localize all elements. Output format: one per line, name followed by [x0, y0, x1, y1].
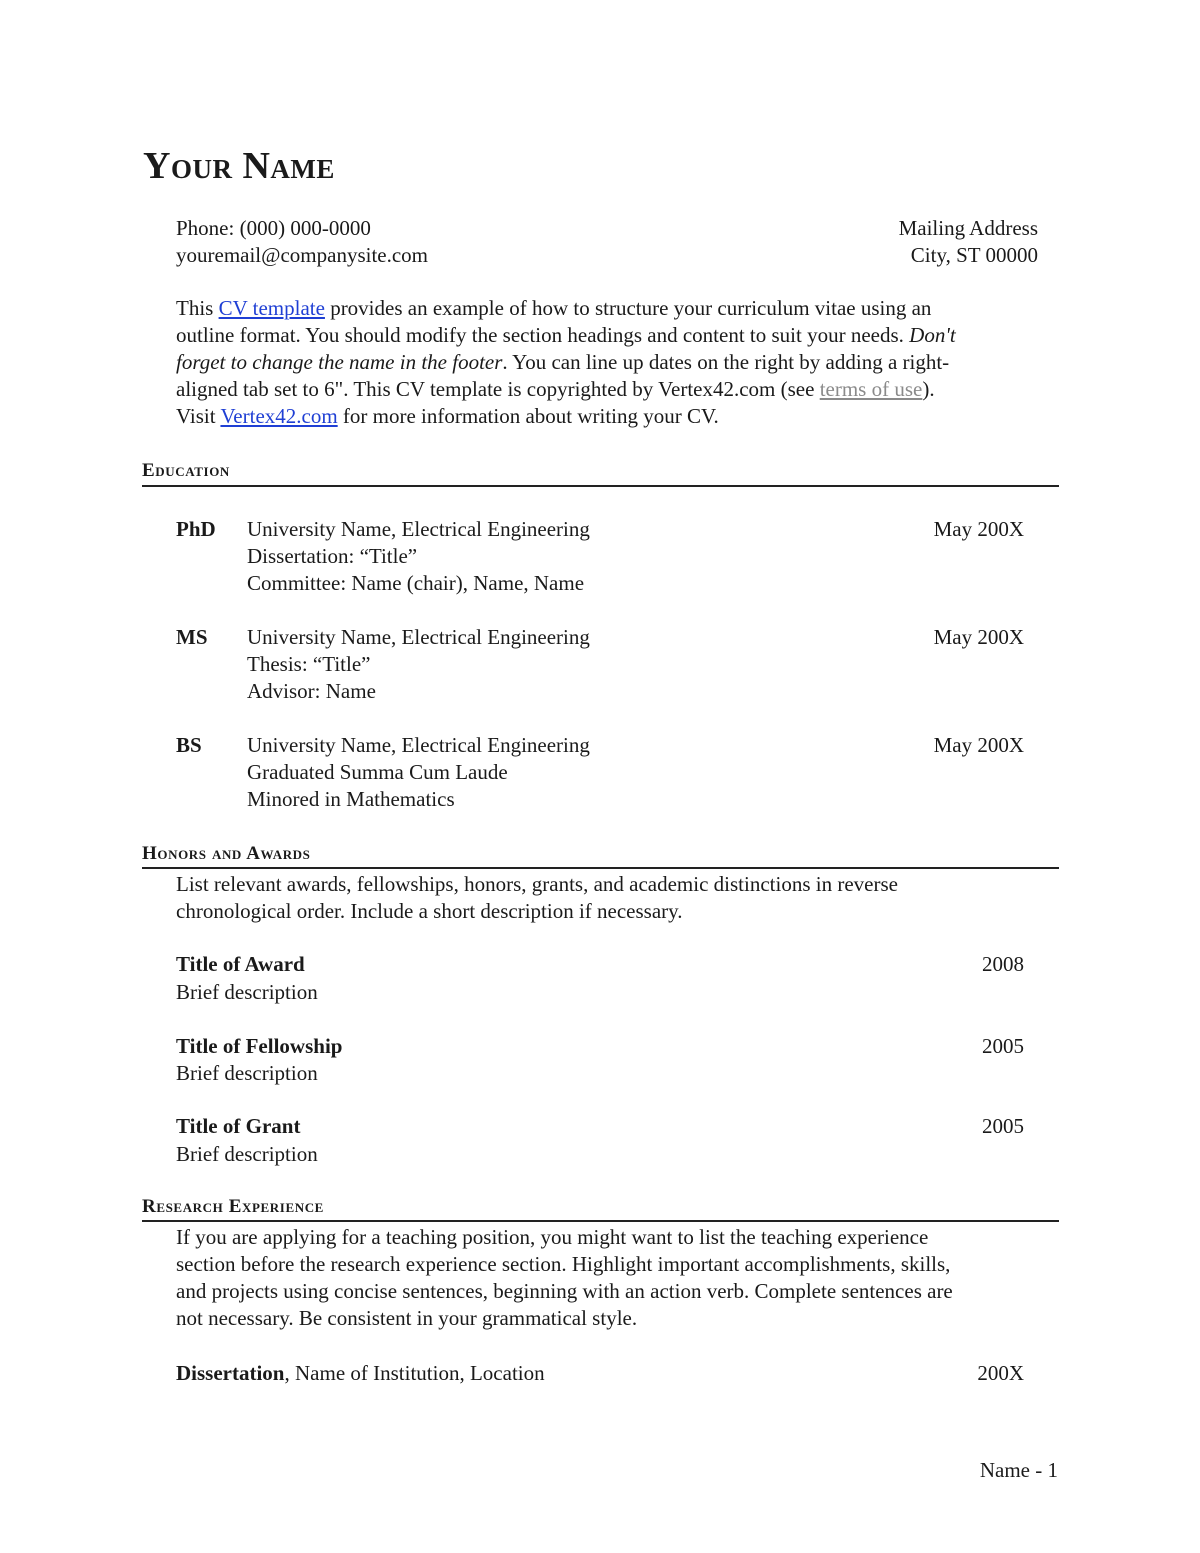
honors-intro-line: List relevant awards, fellowships, honors, grants, and academic distinctions in reverse: [176, 872, 898, 896]
education-line: University Name, Electrical Engineering: [247, 733, 590, 757]
education-line: Graduated Summa Cum Laude: [247, 760, 508, 784]
research-entry-details: , Name of Institution, Location: [284, 1361, 545, 1385]
intro-text: . You can line up dates on the right by adding a right-: [502, 350, 950, 374]
education-line: Advisor: Name: [247, 679, 376, 703]
research-heading: Research Experience: [142, 1196, 324, 1217]
education-line: Thesis: “Title”: [247, 652, 371, 676]
research-intro-line: If you are applying for a teaching position, you might want to list the teaching experience: [176, 1225, 929, 1249]
research-entry-year: 200X: [977, 1361, 1024, 1385]
honors-heading: Honors and Awards: [142, 843, 311, 864]
intro-text: for more information about writing your CV.: [337, 404, 719, 428]
research-intro: [176, 1224, 1056, 1332]
research-entry-title: Dissertation: [176, 1361, 285, 1385]
research-intro-line: section before the research experience section. Highlight important accomplishments, skills,: [176, 1252, 951, 1276]
education-heading: Education: [142, 460, 230, 481]
phone-number: Phone: (000) 000-0000: [176, 216, 371, 240]
intro-italic-text: Don't: [909, 323, 956, 347]
education-date: May 200X: [933, 517, 1024, 541]
education-line: University Name, Electrical Engineering: [247, 517, 590, 541]
honors-intro: [176, 871, 1056, 925]
education-line: University Name, Electrical Engineering: [247, 625, 590, 649]
cv-name: Your Name: [143, 145, 335, 187]
intro-text: aligned tab set to 6". This CV template is copyrighted by Vertex42.com (see: [176, 377, 820, 401]
education-line: Minored in Mathematics: [247, 787, 455, 811]
education-date: May 200X: [933, 625, 1024, 649]
education-line: Dissertation: “Title”: [247, 544, 418, 568]
honors-intro-line: chronological order. Include a short description if necessary.: [176, 899, 683, 923]
education-line: Committee: Name (chair), Name, Name: [247, 571, 585, 595]
section-divider: [142, 1220, 1059, 1222]
city-state-zip: City, ST 00000: [910, 243, 1038, 267]
section-divider: [142, 867, 1059, 869]
award-description: Brief description: [176, 1061, 318, 1085]
education-date: May 200X: [933, 733, 1024, 757]
award-year: 2008: [982, 952, 1024, 976]
intro-text: outline format. You should modify the section headings and content to suit your needs.: [176, 323, 910, 347]
award-description: Brief description: [176, 1142, 318, 1166]
intro-paragraph: [176, 295, 1056, 430]
research-intro-line: and projects using concise sentences, beginning with an action verb. Complete sentences are: [176, 1279, 953, 1303]
intro-text: Visit: [176, 404, 221, 428]
award-title: Title of Grant: [176, 1114, 301, 1138]
email-address[interactable]: youremail@companysite.com: [176, 243, 429, 267]
terms-of-use-link[interactable]: terms of use: [819, 377, 923, 401]
mailing-address: Mailing Address: [898, 216, 1038, 240]
degree-label: BS: [176, 733, 202, 757]
award-description: Brief description: [176, 980, 318, 1004]
section-divider: [142, 485, 1059, 487]
research-entry-text: [176, 1360, 545, 1387]
award-year: 2005: [982, 1034, 1024, 1058]
degree-label: MS: [176, 625, 208, 649]
research-intro-line: not necessary. Be consistent in your grammatical style.: [176, 1306, 638, 1330]
intro-text: provides an example of how to structure your curriculum vitae using an: [324, 296, 932, 320]
intro-text: ).: [922, 377, 935, 401]
award-title: Title of Award: [176, 952, 305, 976]
award-title: Title of Fellowship: [176, 1034, 343, 1058]
page-footer: Name - 1: [979, 1458, 1058, 1482]
award-year: 2005: [982, 1114, 1024, 1138]
intro-text: This: [176, 296, 219, 320]
cv-template-link[interactable]: CV template: [218, 296, 325, 320]
degree-label: PhD: [176, 517, 216, 541]
vertex42-link[interactable]: Vertex42.com: [220, 404, 338, 428]
intro-italic-text: forget to change the name in the footer: [176, 350, 503, 374]
